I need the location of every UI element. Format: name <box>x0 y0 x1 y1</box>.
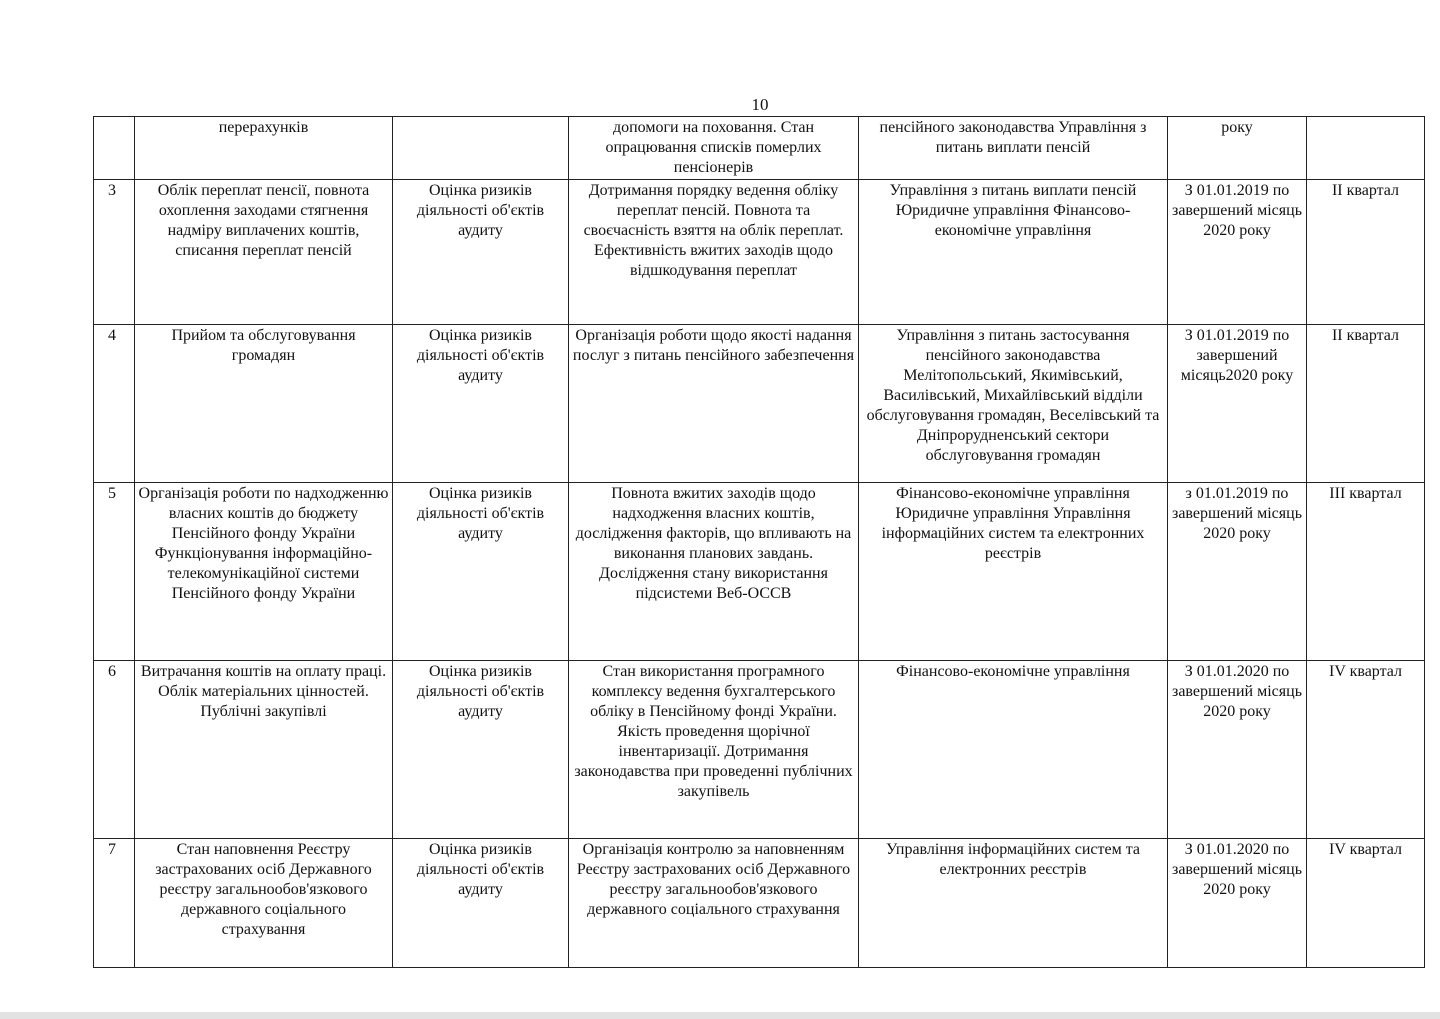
responsible-units: Управління інформаційних систем та електронних реєстрів <box>859 839 1168 968</box>
row-number: 5 <box>94 483 135 661</box>
audit-type: Оцінка ризиків діяльності об'єктів аудиту <box>393 325 569 483</box>
row-number: 7 <box>94 839 135 968</box>
audit-subject: Стан наповнення Реєстру застрахованих осіб Державного реєстру загальнообов'язкового державного соціального страхування <box>135 839 393 968</box>
table-row <box>94 180 1425 325</box>
audit-period: З 01.01.2020 по завершений місяць 2020 року <box>1168 839 1307 968</box>
audit-period: року <box>1168 117 1307 180</box>
table-row <box>94 325 1425 483</box>
audit-period: З 01.01.2019 по завершений місяць2020 року <box>1168 325 1307 483</box>
audit-term: ІV квартал <box>1307 839 1425 968</box>
responsible-units: Управління з питань виплати пенсій Юридичне управління Фінансово-економічне управління <box>859 180 1168 325</box>
table-row <box>94 483 1425 661</box>
audit-term <box>1307 117 1425 180</box>
audit-period: з 01.01.2019 по завершений місяць 2020 року <box>1168 483 1307 661</box>
row-number <box>94 117 135 180</box>
table-row <box>94 661 1425 839</box>
responsible-units: Фінансово-економічне управління Юридичне управління Управління інформаційних систем та електронних реєстрів <box>859 483 1168 661</box>
audit-term: ІІІ квартал <box>1307 483 1425 661</box>
row-number: 6 <box>94 661 135 839</box>
table-row <box>94 117 1425 180</box>
audit-type: Оцінка ризиків діяльності об'єктів аудиту <box>393 661 569 839</box>
scan-edge <box>0 1012 1440 1019</box>
audit-scope: допомоги на поховання. Стан опрацювання списків померлих пенсіонерів <box>569 117 859 180</box>
audit-subject: Організація роботи по надходженню власних коштів до бюджету Пенсійного фонду України Функціонування інформаційно-телекомунікаційної системи Пенсійного фонду України <box>135 483 393 661</box>
audit-scope: Повнота вжитих заходів щодо надходження власних коштів, дослідження факторів, що впливають на виконання планових завдань. Дослідження стану використання підсистеми Веб-ОССВ <box>569 483 859 661</box>
audit-subject: Прийом та обслуговування громадян <box>135 325 393 483</box>
audit-scope: Організація контролю за наповненням Реєстру застрахованих осіб Державного реєстру загальнообов'язкового державного соціального страхування <box>569 839 859 968</box>
audit-type: Оцінка ризиків діяльності об'єктів аудиту <box>393 483 569 661</box>
audit-type <box>393 117 569 180</box>
responsible-units: Управління з питань застосування пенсійного законодавства Мелітопольський, Якимівський, Василівський, Михайлівський відділи обслуговування громадян, Веселівський та Дніпрорудненський сектори обслуговування громадян <box>859 325 1168 483</box>
audit-type: Оцінка ризиків діяльності об'єктів аудиту <box>393 180 569 325</box>
row-number: 3 <box>94 180 135 325</box>
audit-type: Оцінка ризиків діяльності об'єктів аудиту <box>393 839 569 968</box>
audit-scope: Дотримання порядку ведення обліку переплат пенсій. Повнота та своєчасність взяття на облік переплат. Ефективність вжитих заходів щодо відшкодування переплат <box>569 180 859 325</box>
audit-scope: Організація роботи щодо якості надання послуг з питань пенсійного забезпечення <box>569 325 859 483</box>
row-number: 4 <box>94 325 135 483</box>
audit-period: З 01.01.2019 по завершений місяць 2020 року <box>1168 180 1307 325</box>
audit-term: ІІ квартал <box>1307 325 1425 483</box>
page-number: 10 <box>751 95 769 114</box>
audit-plan-table <box>93 116 1425 968</box>
responsible-units: пенсійного законодавства Управління з питань виплати пенсій <box>859 117 1168 180</box>
responsible-units: Фінансово-економічне управління <box>859 661 1168 839</box>
audit-subject: перерахунків <box>135 117 393 180</box>
audit-period: З 01.01.2020 по завершений місяць 2020 року <box>1168 661 1307 839</box>
audit-term: ІІ квартал <box>1307 180 1425 325</box>
audit-scope: Стан використання програмного комплексу ведення бухгалтерського обліку в Пенсійному фонді України. Якість проведення щорічної інвентаризації. Дотримання законодавства при проведенні публічних закупівель <box>569 661 859 839</box>
audit-subject: Витрачання коштів на оплату праці. Облік матеріальних цінностей. Публічні закупівлі <box>135 661 393 839</box>
audit-term: ІV квартал <box>1307 661 1425 839</box>
table-row <box>94 839 1425 968</box>
audit-subject: Облік переплат пенсії, повнота охоплення заходами стягнення надміру виплачених коштів, списання переплат пенсій <box>135 180 393 325</box>
